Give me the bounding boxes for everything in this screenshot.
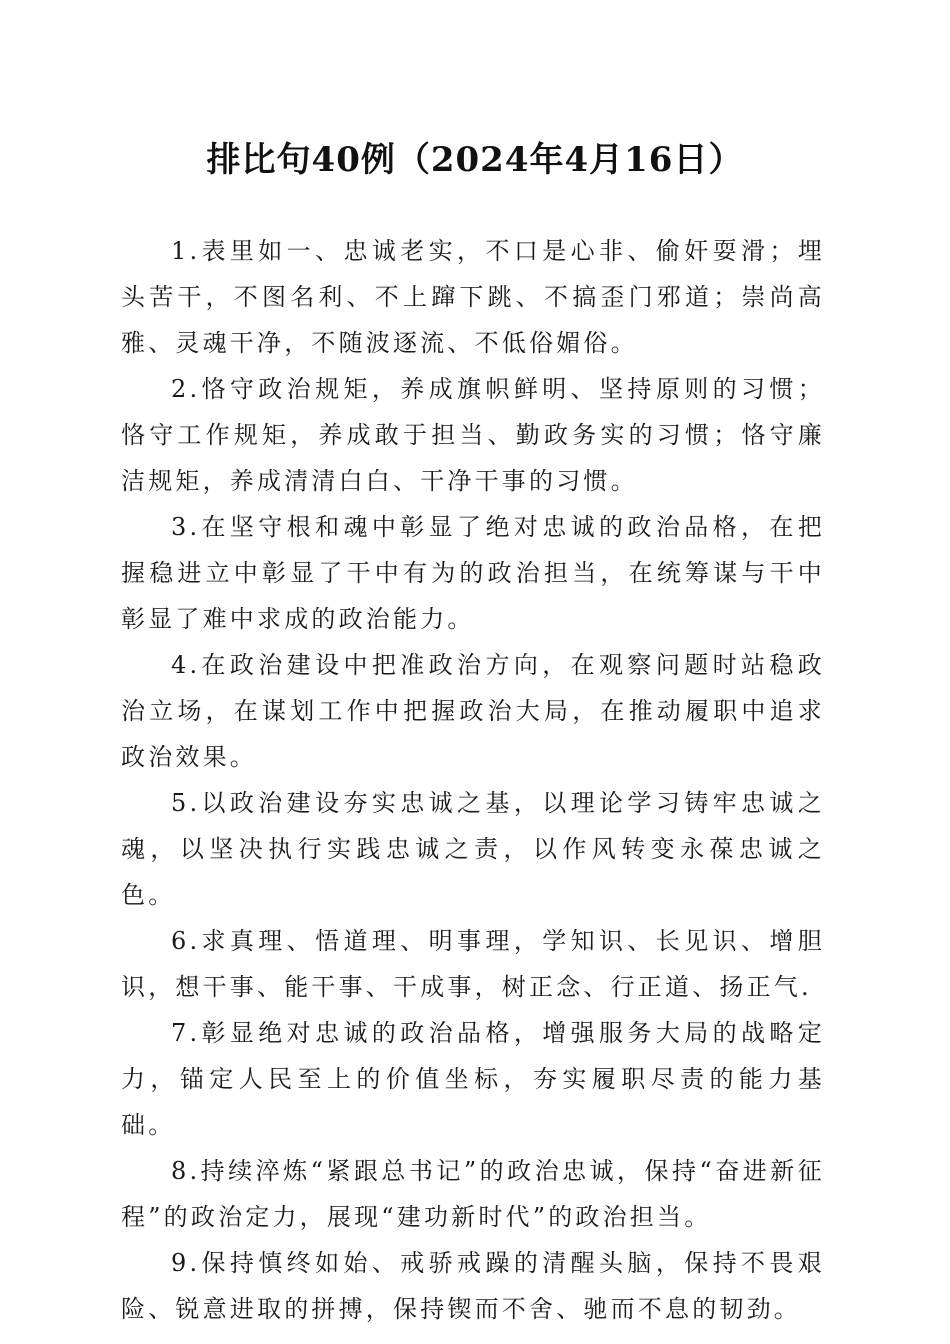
paragraph-1: 1.表里如一、忠诚老实，不口是心非、偷奸耍滑；埋头苦干，不图名利、不上蹿下跳、不搞歪门邪道；崇尚高雅、灵魂干净，不随波逐流、不低俗媚俗。 — [121, 237, 825, 357]
document-body — [121, 228, 825, 1332]
paragraph-8: 8.持续淬炼“紧跟总书记”的政治忠诚，保持“奋进新征程”的政治定力，展现“建功新时代”的政治担当。 — [121, 1157, 825, 1231]
paragraph-4: 4.在政治建设中把准政治方向，在观察问题时站稳政治立场，在谋划工作中把握政治大局，在推动履职中追求政治效果。 — [121, 651, 825, 771]
paragraph-6: 6.求真理、悟道理、明事理，学知识、长见识、增胆识，想干事、能干事、干成事，树正念、行正道、扬正气. — [121, 927, 825, 1001]
paragraph-9: 9.保持慎终如始、戒骄戒躁的清醒头脑，保持不畏艰险、锐意进取的拼搏，保持锲而不舍、驰而不息的韧劲。 — [121, 1249, 825, 1323]
document-title: 排比句40例（2024年4月16日） — [206, 140, 744, 180]
paragraph-7: 7.彰显绝对忠诚的政治品格，增强服务大局的战略定力，锚定人民至上的价值坐标，夯实履职尽责的能力基础。 — [121, 1019, 825, 1139]
paragraph-2: 2.恪守政治规矩，养成旗帜鲜明、坚持原则的习惯；恪守工作规矩，养成敢于担当、勤政务实的习惯；恪守廉洁规矩，养成清清白白、干净干事的习惯。 — [121, 375, 825, 495]
paragraph-3: 3.在坚守根和魂中彰显了绝对忠诚的政治品格，在把握稳进立中彰显了干中有为的政治担当，在统筹谋与干中彰显了难中求成的政治能力。 — [121, 513, 825, 633]
paragraph-5: 5.以政治建设夯实忠诚之基，以理论学习铸牢忠诚之魂，以坚决执行实践忠诚之责，以作风转变永葆忠诚之色。 — [121, 789, 825, 909]
